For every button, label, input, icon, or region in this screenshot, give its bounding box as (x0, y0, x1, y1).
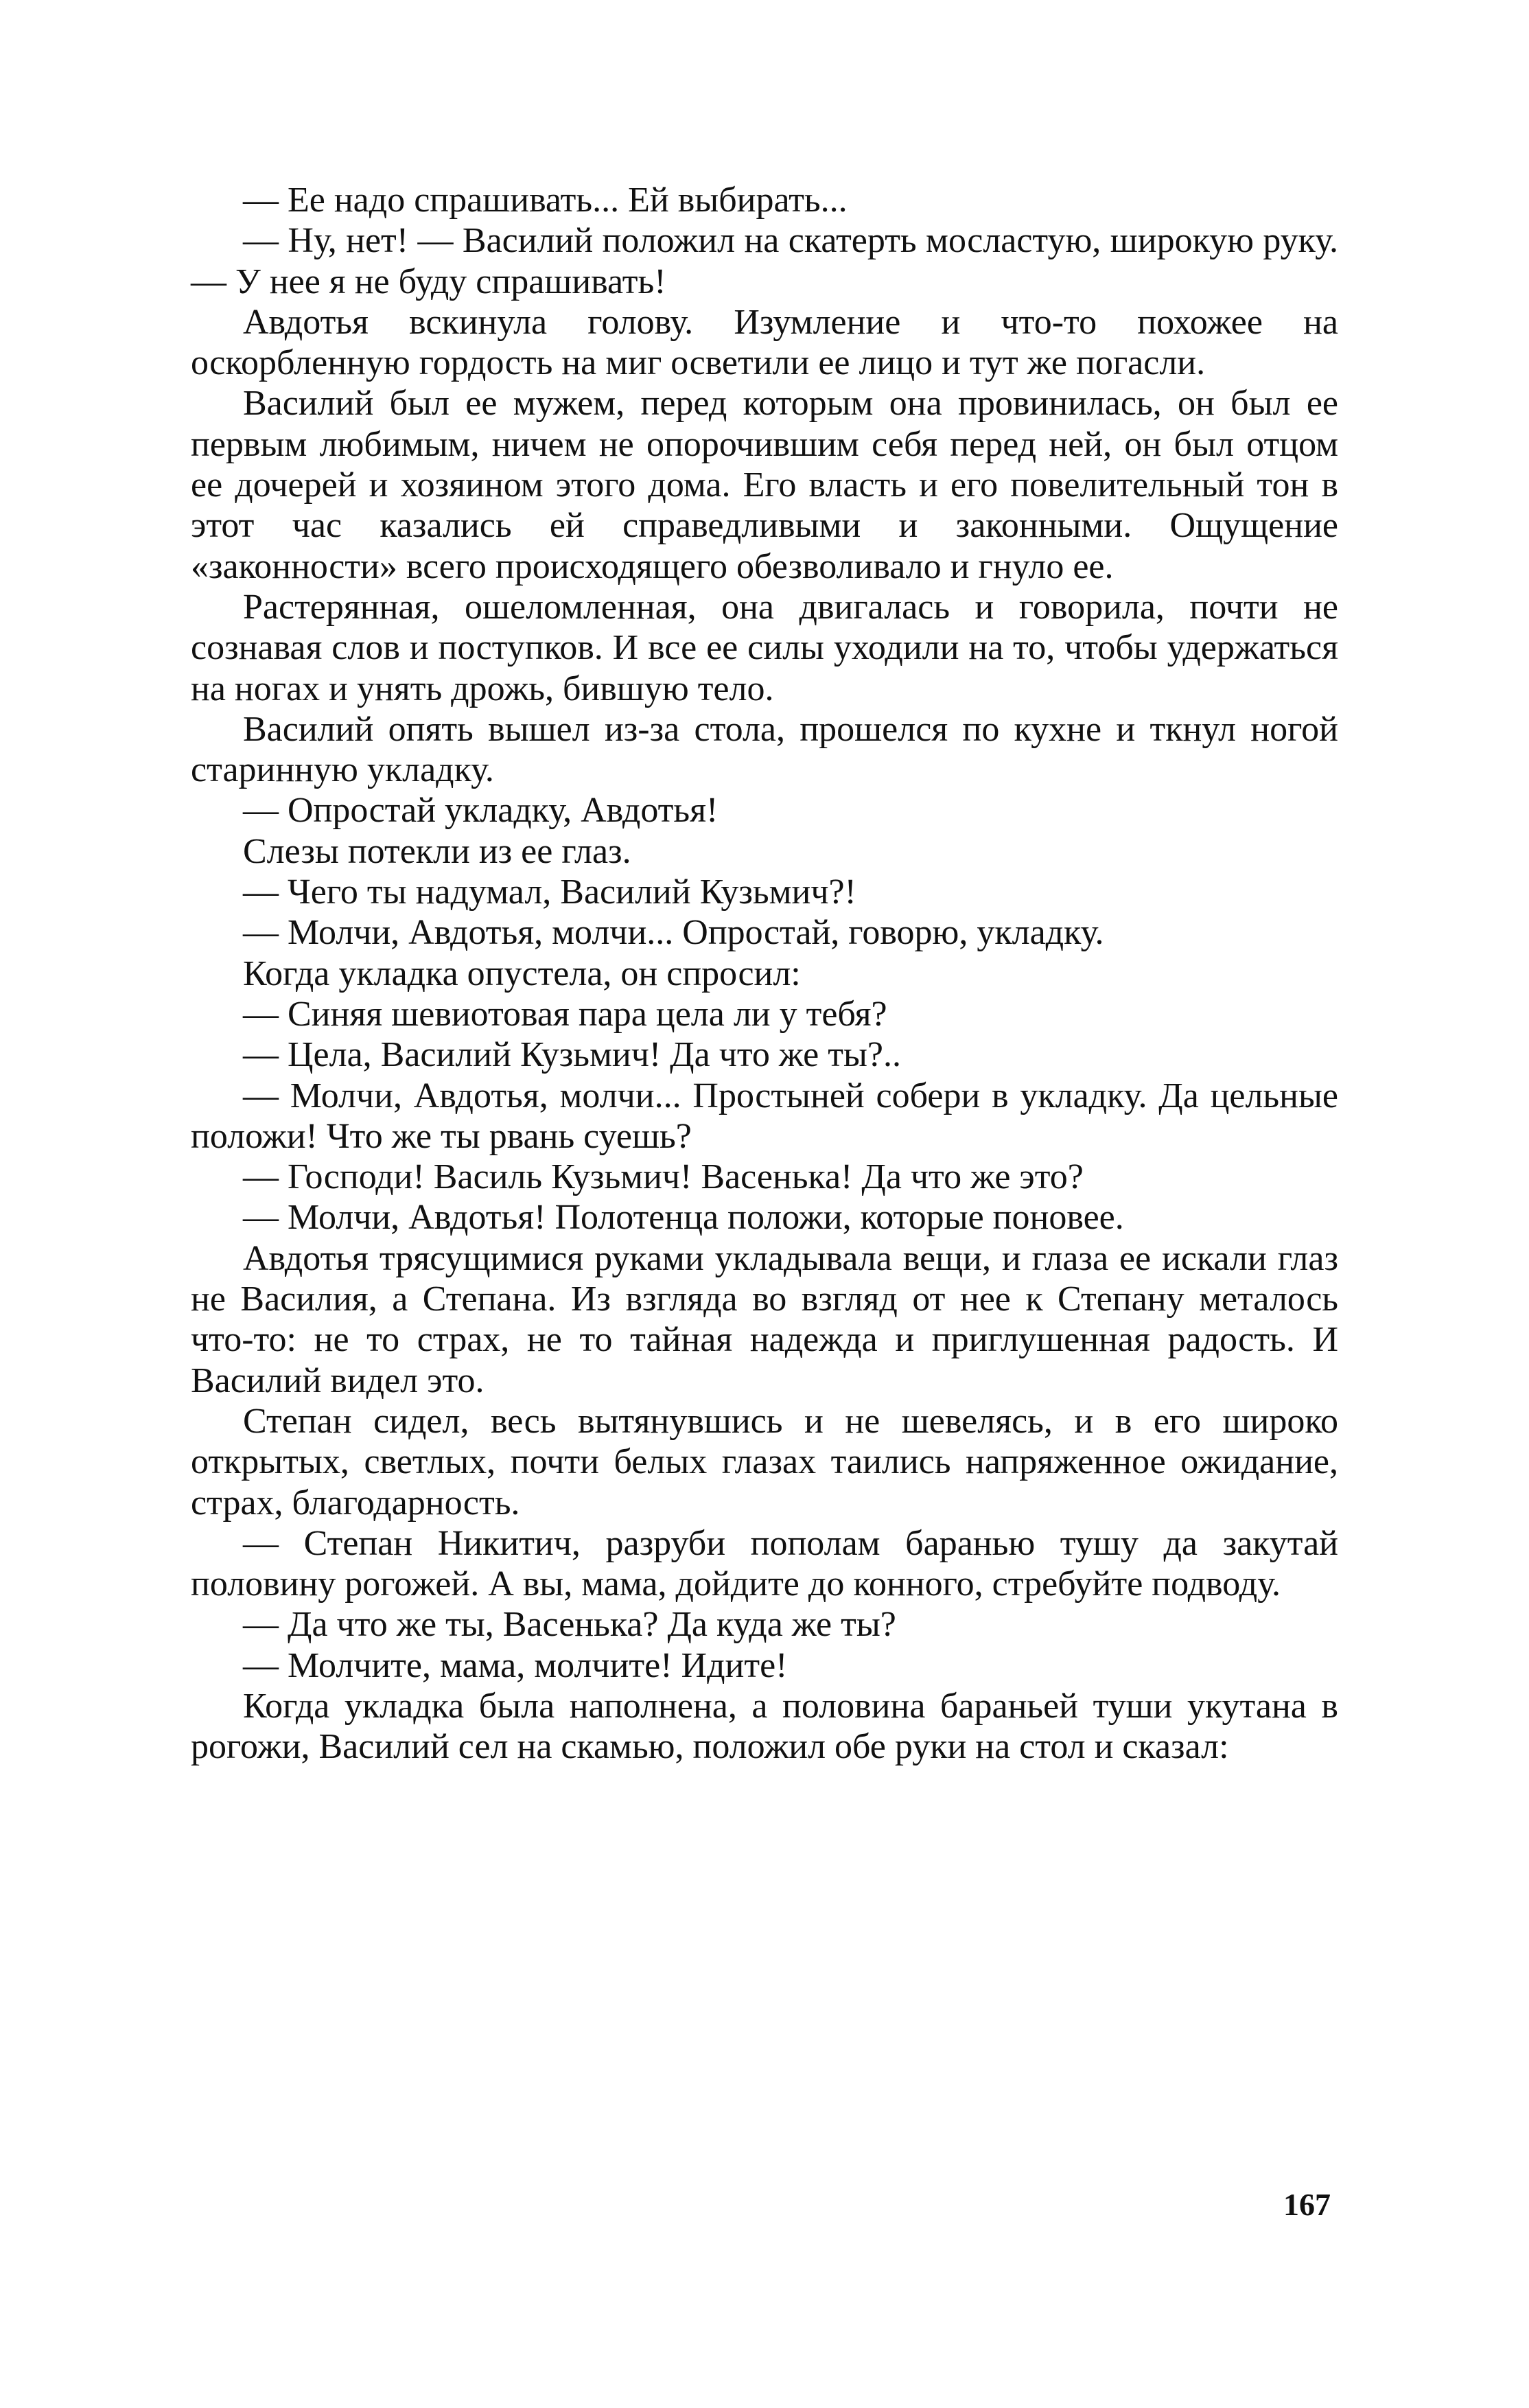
paragraph: — Степан Никитич, разруби пополам баранью тушу да закутай половину рогожей. А вы, мама, дойдите до конного, стребуйте подводу. (191, 1523, 1338, 1604)
paragraph: — Опростай укладку, Авдотья! (243, 791, 719, 831)
paragraph: Степан сидел, весь вытянувшись и не шевелясь, и в его широко открытых, светлых, почти белых глазах таились напряженное ожидание, страх, благодарность. (191, 1401, 1338, 1523)
page-number: 167 (1283, 2187, 1331, 2222)
paragraph: — Молчи, Авдотья! Полотенца положи, которые поновее. (243, 1198, 1124, 1238)
paragraph: — Молчите, мама, молчите! Идите! (243, 1645, 788, 1685)
paragraph: — Чего ты надумал, Василий Кузьмич?! (243, 872, 856, 912)
paragraph: Василий был ее мужем, перед которым она провинилась, он был ее первым любимым, ничем не опорочившим себя перед ней, он был отцом ее дочерей и хозяином этого дома. Его власть и его повелительный тон в этот час казались ей справедливыми и законными. Ощущение «законности» всего происходящего обезволивало и гнуло ее. (191, 384, 1338, 586)
page-body (191, 180, 1338, 1768)
paragraph: Слезы потекли из ее глаз. (243, 831, 631, 871)
paragraph: — Молчи, Авдотья, молчи... Опростай, говорю, укладку. (243, 913, 1104, 953)
paragraph: Василий опять вышел из-за стола, прошелся по кухне и ткнул ногой старинную укладку. (191, 709, 1338, 790)
paragraph: — Синяя шевиотовая пара цела ли у тебя? (243, 994, 887, 1034)
paragraph: — Ее надо спрашивать... Ей выбирать... (243, 181, 848, 220)
paragraph: Когда укладка опустела, он спросил: (243, 953, 801, 993)
paragraph: Авдотья вскинула голову. Изумление и что-то похожее на оскорбленную гордость на миг осветили ее лицо и тут же погасли. (191, 302, 1338, 383)
paragraph: Авдотья трясущимися руками укладывала вещи, и глаза ее искали глаз не Василия, а Степана. Из взгляда во взгляд от нее к Степану металось что-то: не то страх, не то тайная надежда и приглушенная радость. И Василий видел это. (191, 1238, 1338, 1400)
paragraph: — Да что же ты, Васенька? Да куда же ты? (243, 1605, 896, 1645)
paragraph: — Молчи, Авдотья, молчи... Простыней собери в укладку. Да цельные положи! Что же ты рвань суешь? (191, 1076, 1338, 1156)
paragraph: Когда укладка была наполнена, а половина бараньей туши укутана в рогожи, Василий сел на скамью, положил обе руки на стол и сказал: (191, 1686, 1338, 1767)
paragraph: — Цела, Василий Кузьмич! Да что же ты?.. (243, 1035, 901, 1075)
paragraph: — Господи! Василь Кузьмич! Васенька! Да что же это? (243, 1157, 1084, 1197)
paragraph: Растерянная, ошеломленная, она двигалась и говорила, почти не сознавая слов и поступков. И все ее силы уходили на то, чтобы удержаться на ногах и унять дрожь, бившую тело. (191, 587, 1338, 708)
paragraph: — Ну, нет! — Василий положил на скатерть мосластую, широкую руку. — У нее я не буду спрашивать! (191, 221, 1338, 301)
